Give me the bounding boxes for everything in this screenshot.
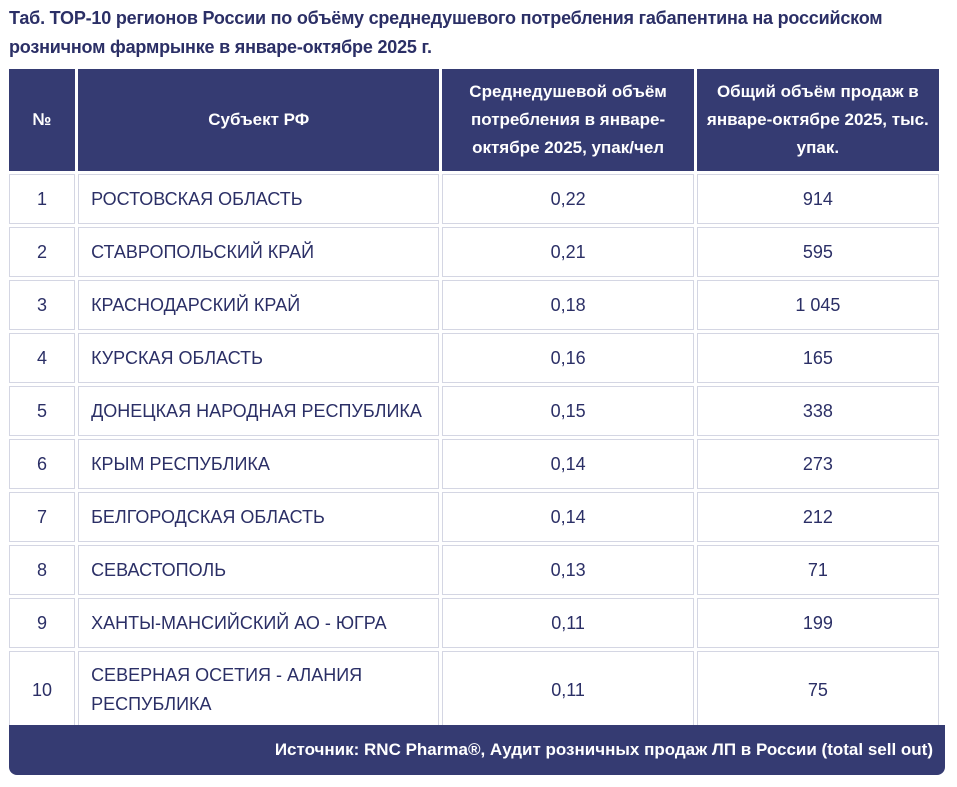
row-per-capita: 0,15 (442, 386, 693, 436)
row-region: БЕЛГОРОДСКАЯ ОБЛАСТЬ (78, 492, 439, 542)
header-per-capita: Среднедушевой объём потребления в январе-октябре 2025, упак/чел (442, 69, 693, 171)
row-num: 1 (9, 174, 75, 224)
row-num: 2 (9, 227, 75, 277)
header-region: Субъект РФ (78, 69, 439, 171)
row-num: 10 (9, 651, 75, 729)
row-total: 212 (697, 492, 939, 542)
table-row (9, 174, 939, 224)
table-header-row (9, 69, 939, 171)
row-num: 3 (9, 280, 75, 330)
row-region: КУРСКАЯ ОБЛАСТЬ (78, 333, 439, 383)
row-region: ХАНТЫ-МАНСИЙСКИЙ АО - ЮГРА (78, 598, 439, 648)
row-region: ДОНЕЦКАЯ НАРОДНАЯ РЕСПУБЛИКА (78, 386, 439, 436)
row-num: 5 (9, 386, 75, 436)
row-region: КРАСНОДАРСКИЙ КРАЙ (78, 280, 439, 330)
row-region: СЕВАСТОПОЛЬ (78, 545, 439, 595)
row-region: КРЫМ РЕСПУБЛИКА (78, 439, 439, 489)
row-total: 71 (697, 545, 939, 595)
header-num: № (9, 69, 75, 171)
row-per-capita: 0,18 (442, 280, 693, 330)
table-container (9, 69, 945, 775)
source-footer: Источник: RNC Pharma®, Аудит розничных продаж ЛП в России (total sell out) (9, 725, 945, 775)
row-region: СЕВЕРНАЯ ОСЕТИЯ - АЛАНИЯ РЕСПУБЛИКА (78, 651, 439, 729)
row-per-capita: 0,11 (442, 651, 693, 729)
table-row (9, 598, 939, 648)
table-row (9, 545, 939, 595)
row-per-capita: 0,16 (442, 333, 693, 383)
table-row (9, 386, 939, 436)
row-total: 273 (697, 439, 939, 489)
row-per-capita: 0,22 (442, 174, 693, 224)
row-per-capita: 0,13 (442, 545, 693, 595)
row-total: 165 (697, 333, 939, 383)
row-total: 914 (697, 174, 939, 224)
table-row (9, 333, 939, 383)
header-total: Общий объём продаж в январе-октябре 2025, тыс. упак. (697, 69, 939, 171)
row-region: РОСТОВСКАЯ ОБЛАСТЬ (78, 174, 439, 224)
row-per-capita: 0,11 (442, 598, 693, 648)
row-num: 6 (9, 439, 75, 489)
table-row (9, 227, 939, 277)
row-total: 75 (697, 651, 939, 729)
row-num: 9 (9, 598, 75, 648)
table-body (9, 174, 939, 729)
row-total: 199 (697, 598, 939, 648)
table-title: Таб. ТОР-10 регионов России по объёму среднедушевого потребления габапентина на российском розничном фармрынке в январе-октябре 2025 г. (9, 8, 883, 57)
table-row (9, 492, 939, 542)
row-num: 4 (9, 333, 75, 383)
row-per-capita: 0,14 (442, 492, 693, 542)
row-total: 595 (697, 227, 939, 277)
row-total: 1 045 (697, 280, 939, 330)
row-per-capita: 0,21 (442, 227, 693, 277)
row-region: СТАВРОПОЛЬСКИЙ КРАЙ (78, 227, 439, 277)
row-total: 338 (697, 386, 939, 436)
row-num: 8 (9, 545, 75, 595)
row-num: 7 (9, 492, 75, 542)
table-row (9, 439, 939, 489)
table-row (9, 280, 939, 330)
row-per-capita: 0,14 (442, 439, 693, 489)
table-row (9, 651, 939, 729)
regions-table (6, 66, 942, 732)
